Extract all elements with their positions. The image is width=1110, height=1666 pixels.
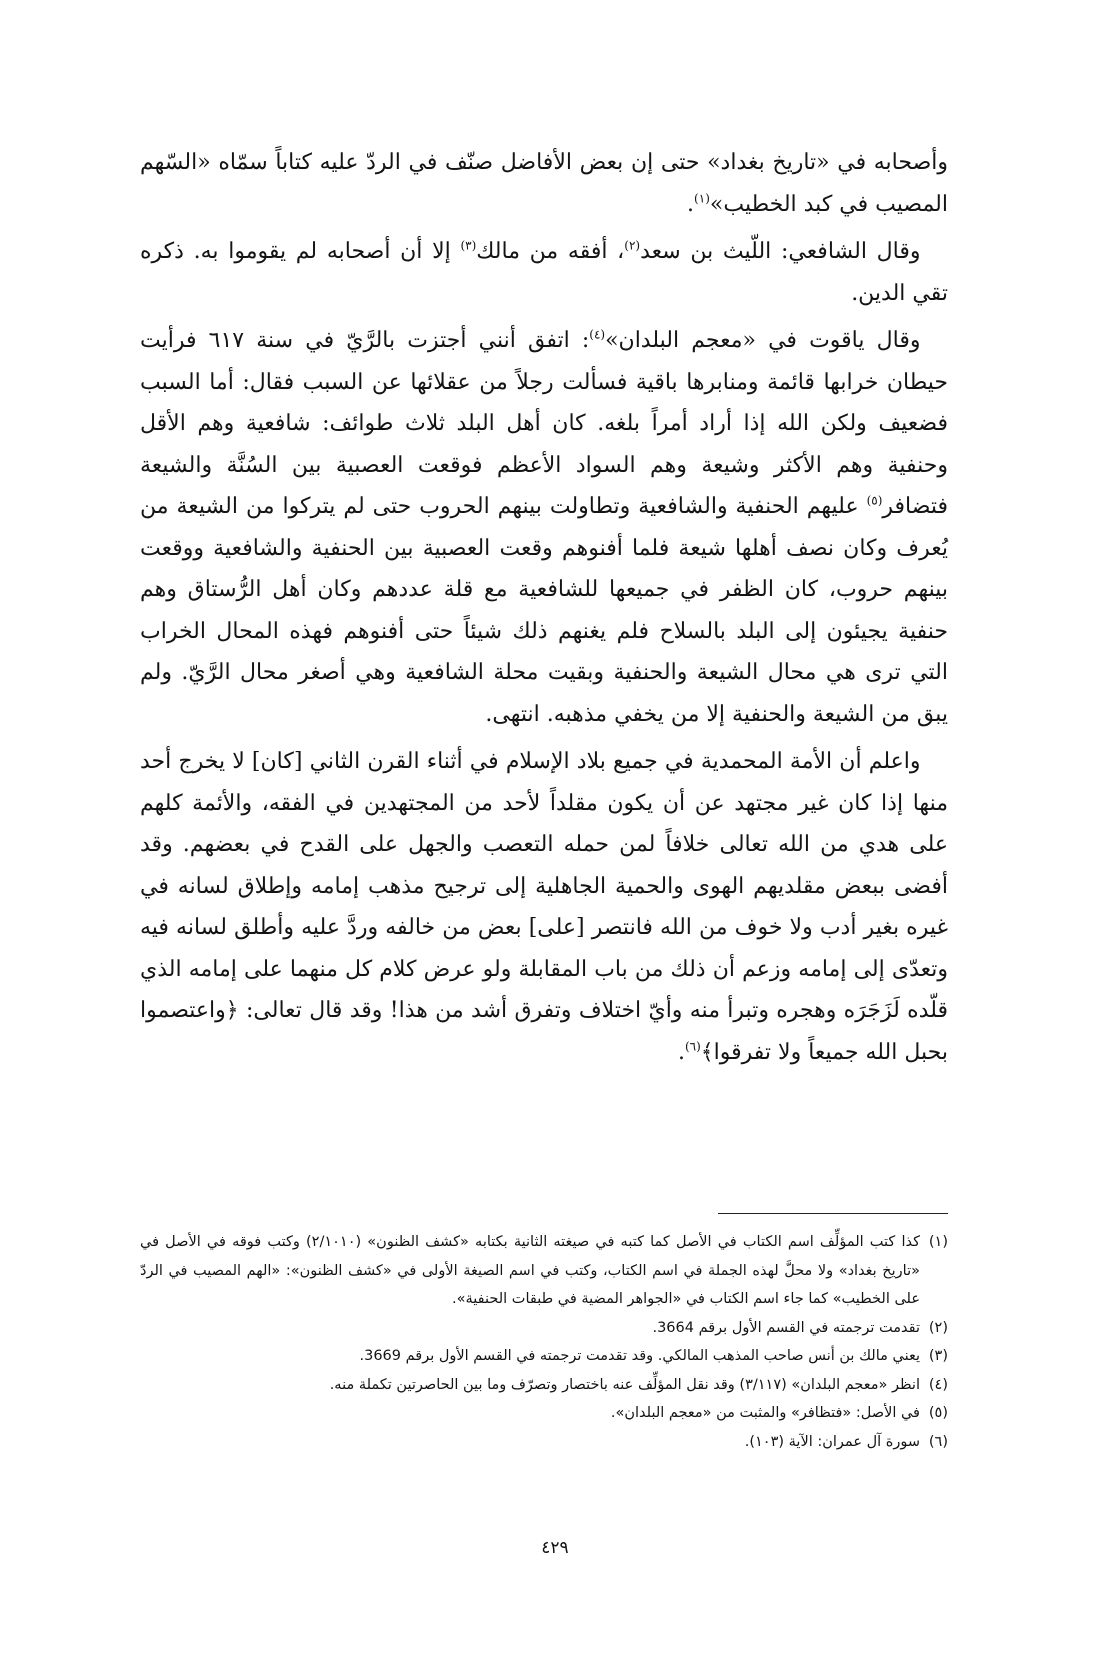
footnote-number: (٣) bbox=[928, 1348, 948, 1364]
footnote-text: انظر «معجم البلدان» (٣/١١٧) وقد نقل المؤلِّف عنه باختصار وتصرّف وما بين الحاصرتين تكملة منه. bbox=[329, 1376, 920, 1393]
paragraph-text: : اتفق أنني أجتزت بالرَّيّ في سنة ٦١٧ فرأيت حيطان خرابها قائمة ومنابرها باقية فسألت رجلاً من عقلائها عن السبب فقال: أما السبب فضعيف ولكن الله إذا أراد أمراً بلغه. كان أهل البلد ثلاث طوائف: شافعية وهم الأقل وحنفية وهم الأكثر وشيعة وهم السواد الأعظم فوقعت العصبية بين السُنَّة والشيعة فتضافر bbox=[140, 328, 948, 519]
footnote-number: (٤) bbox=[928, 1376, 948, 1393]
paragraph-text: . bbox=[687, 191, 695, 217]
paragraph-text: واعلم أن الأمة المحمدية في جميع بلاد الإسلام في أثناء القرن الثاني [كان] لا يخرج أحد منها إذا كان غير مجتهد عن أن يكون مقلداً لأحد من المجتهدين في الفقه، والأئمة كلهم على هدي من الله تعالى خلافاً لمن حمله التعصب والجهل على القدح في بعضهم. وقد أفضى ببعض مقلديهم الهوى والحمية الجاهلية إلى ترجيح مذهب إمامه وإطلاق لسانه في غيره بغير أدب ولا خوف من الله فانتصر [على] بعض من خالفه وردَّ عليه وأطلق لسانه فيه وتعدّى إلى إمامه وزعم أن ذلك من باب المقابلة ولو عرض كلام كل منهما على إمامه الذي قلّده لَزَجَرَه وهجره وتبرأ منه وأيّ اختلاف وتفرق أشد من هذا! وقد قال تعالى: ﴿واعتصموا بحبل الله جميعاً ولا تفرقوا﴾ bbox=[140, 749, 948, 1065]
footnote bbox=[140, 1228, 948, 1314]
footnote-reference[interactable]: (٢) bbox=[624, 238, 641, 253]
footnotes bbox=[140, 1228, 948, 1456]
footnote-text: يعني مالك بن أنس صاحب المذهب المالكي. وقد تقدمت ترجمته في القسم الأول برقم 3669. bbox=[359, 1348, 920, 1364]
paragraph-text: وأصحابه في «تاريخ بغداد» حتى إن بعض الأفاضل صنّف في الردّ عليه كتاباً سمّاه «السّهم المصيب في كبد الخطيب» bbox=[140, 150, 948, 217]
paragraph-text: إلا أن أصحابه لم يقوموا به. ذكره تقي الدين. bbox=[140, 239, 948, 306]
paragraph-text: . bbox=[677, 1039, 685, 1065]
paragraph bbox=[140, 320, 948, 735]
footnote-number: (٢) bbox=[928, 1319, 948, 1336]
footnote bbox=[140, 1342, 948, 1371]
footnote bbox=[140, 1399, 948, 1428]
footnote-separator bbox=[718, 1213, 948, 1214]
page-number: ٤٢٩ bbox=[541, 1538, 569, 1558]
footnote bbox=[140, 1314, 948, 1343]
footnote bbox=[140, 1371, 948, 1400]
footnote-text: تقدمت ترجمته في القسم الأول برقم 3664. bbox=[652, 1319, 920, 1336]
footnote-number: (٦) bbox=[928, 1433, 948, 1450]
footnote-text: سورة آل عمران: الآية (١٠٣). bbox=[744, 1433, 920, 1450]
footnote-reference[interactable]: (٣) bbox=[460, 238, 477, 253]
paragraph-text: وقال الشافعي: اللّيث بن سعد bbox=[640, 239, 921, 264]
footnote-text: في الأصل: «فتظافر» والمثبت من «معجم البلدان». bbox=[610, 1405, 920, 1421]
footnote-reference[interactable]: (٦) bbox=[684, 1039, 701, 1054]
footnote-text: كذا كتب المؤلِّف اسم الكتاب في الأصل كما كتبه في صيغته الثانية بكتابه «كشف الظنون» (٢/١٠١٠) وكتب فوقه في الأصل في «تاريخ بغداد» ولا محلَّ لهذه الجملة في اسم الكتاب، وكتب في اسم الصيغة الأولى في «كشف الظنون»: «الهم المصيب في الردّ على الخطيب» كما جاء اسم الكتاب في «الجواهر المضية في طبقات الحنفية». bbox=[140, 1234, 920, 1307]
paragraph-text: عليهم الحنفية والشافعية وتطاولت بينهم الحروب حتى لم يتركوا من الشيعة من يُعرف وكان نصف أهلها شيعة فلما أفنوهم وقعت العصبية بين الحنفية والشافعية ووقعت بينهم حروب، كان الظفر في جميعها للشافعية مع قلة عددهم وكان أهل الرُّستاق وهم حنفية يجيئون إلى البلد بالسلاح فلم يغنهم ذلك شيئاً حتى أفنوهم فهذه المحال الخراب التي ترى هي محال الشيعة والحنفية وبقيت محلة الشافعية وهي أصغر محال الرَّيّ. ولم يبق من الشيعة والحنفية إلا من يخفي مذهبه. انتهى. bbox=[140, 494, 948, 727]
paragraph bbox=[140, 741, 948, 1073]
paragraph bbox=[140, 231, 948, 314]
footnote-reference[interactable]: (١) bbox=[694, 191, 710, 206]
main-text bbox=[140, 142, 948, 1073]
footnote-reference[interactable]: (٤) bbox=[589, 327, 606, 342]
footnote-reference[interactable]: (٥) bbox=[866, 493, 883, 508]
footnote bbox=[140, 1428, 948, 1457]
footnote-number: (١) bbox=[928, 1234, 948, 1250]
paragraph bbox=[140, 142, 948, 225]
paragraph-text: وقال ياقوت في «معجم البلدان» bbox=[605, 328, 921, 353]
paragraph-text: ، أفقه من مالك bbox=[476, 239, 625, 264]
footnote-number: (٥) bbox=[928, 1405, 948, 1421]
